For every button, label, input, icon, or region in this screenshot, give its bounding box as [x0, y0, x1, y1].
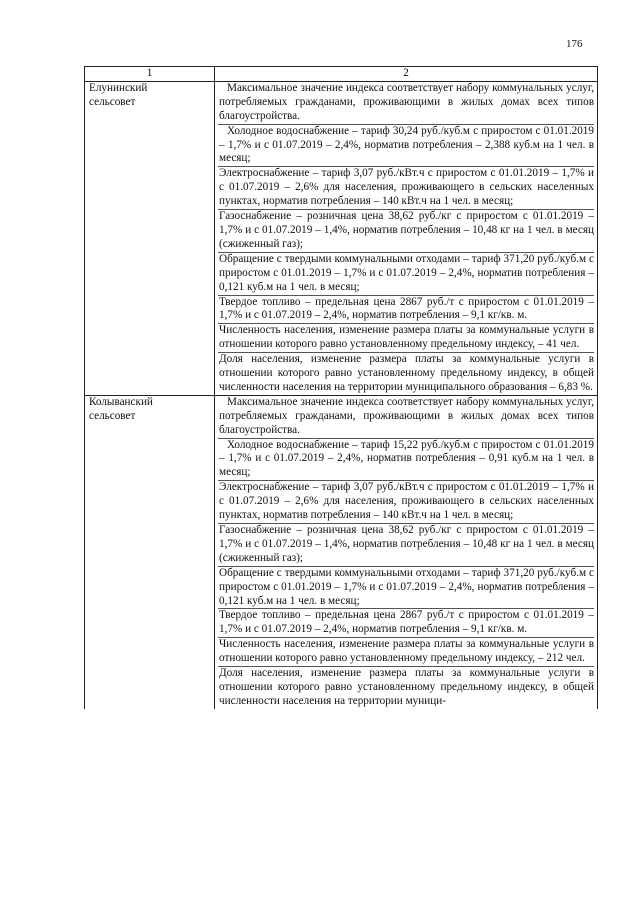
- cold-water-paragraph: Холодное водоснабжение – тариф 15,22 руб./куб.м с приростом с 01.01.2019 – 1,7% и с 01.07.2019 – 2,4%, норматив потребления – 0,91 куб.м на 1 чел. в месяц;: [218, 439, 594, 482]
- waste-paragraph: Обращение с твердыми коммунальными отходами – тариф 371,20 руб./куб.м с приростом с 01.01.2019 – 1,7% и с 01.07.2019 – 2,4%, норматив потребления – 0,121 куб.м на 1 чел. в месяц;: [218, 567, 594, 610]
- table-header-row: [85, 67, 598, 82]
- page-number: 176: [566, 38, 583, 50]
- population-count-paragraph: Численность населения, изменение размера платы за коммунальные услуги в отношении которого равно установленному предельному индексу, – 212 чел.: [218, 638, 594, 667]
- solid-fuel-paragraph: Твердое топливо – предельная цена 2867 руб./т с приростом с 01.01.2019 – 1,7% и с 01.07.2019 – 2,4%, норматив потребления – 9,1 кг/кв. м.: [218, 296, 594, 325]
- cold-water-paragraph: Холодное водоснабжение – тариф 30,24 руб./куб.м с приростом с 01.01.2019 – 1,7% и с 01.07.2019 – 2,4%, норматив потребления – 2,388 куб.м на 1 чел. в месяц;: [218, 125, 594, 168]
- gas-paragraph: Газоснабжение – розничная цена 38,62 руб./кг с приростом с 01.01.2019 – 1,7% и с 01.07.2019 – 1,4%, норматив потребления – 10,48 кг на 1 чел. в месяц (сжиженный газ);: [218, 524, 594, 567]
- description-cell: [215, 395, 598, 708]
- municipality-name-cell: [85, 395, 215, 708]
- municipality-name-line: сельсовет: [89, 95, 136, 108]
- municipality-name-line: Колыванский: [89, 395, 153, 408]
- description-cell: [215, 81, 598, 395]
- population-share-paragraph: Доля населения, изменение размера платы за коммунальные услуги в отношении которого равно установленному предельному индексу, в общей численности населения на территории муниципального образования – 6,83 %.: [219, 353, 594, 393]
- population-count-paragraph: Численность населения, изменение размера платы за коммунальные услуги в отношении которого равно установленному предельному индексу, – 41 чел.: [218, 324, 594, 353]
- municipality-name-cell: [85, 81, 215, 395]
- column-header-2: 2: [215, 67, 598, 82]
- column-header-1: 1: [85, 67, 215, 82]
- index-description-paragraph: Максимальное значение индекса соответствует набору коммунальных услуг, потребляемых гражданами, проживающими в жилых домах всех типов благоустройства.: [218, 396, 594, 439]
- municipality-name-line: Елунинский: [89, 81, 148, 94]
- electricity-paragraph: Электроснабжение – тариф 3,07 руб./кВт.ч с приростом с 01.01.2019 – 1,7% и с 01.07.2019 – 2,6% для населения, проживающего в сельских населенных пунктах, норматив потребления – 140 кВт.ч на 1 чел. в месяц;: [218, 167, 594, 210]
- gas-paragraph: Газоснабжение – розничная цена 38,62 руб./кг с приростом с 01.01.2019 – 1,7% и с 01.07.2019 – 1,4%, норматив потребления – 10,48 кг на 1 чел. в месяц (сжиженный газ);: [218, 210, 594, 253]
- population-share-paragraph: Доля населения, изменение размера платы за коммунальные услуги в отношении которого равно установленному предельному индексу, в общей численности населения на территории муници-: [219, 667, 594, 707]
- waste-paragraph: Обращение с твердыми коммунальными отходами – тариф 371,20 руб./куб.м с приростом с 01.01.2019 – 1,7% и с 01.07.2019 – 2,4%, норматив потребления – 0,121 куб.м на 1 чел. в месяц;: [218, 253, 594, 296]
- municipality-name-line: сельсовет: [89, 409, 136, 422]
- electricity-paragraph: Электроснабжение – тариф 3,07 руб./кВт.ч с приростом с 01.01.2019 – 1,7% и с 01.07.2019 – 2,6% для населения, проживающего в сельских населенных пунктах, норматив потребления – 140 кВт.ч на 1 чел. в месяц;: [218, 481, 594, 524]
- table-row: [85, 395, 598, 708]
- table-row: [85, 81, 598, 395]
- tariff-table: [84, 66, 598, 709]
- solid-fuel-paragraph: Твердое топливо – предельная цена 2867 руб./т с приростом с 01.01.2019 – 1,7% и с 01.07.2019 – 2,4%, норматив потребления – 9,1 кг/кв. м.: [218, 609, 594, 638]
- index-description-paragraph: Максимальное значение индекса соответствует набору коммунальных услуг, потребляемых гражданами, проживающими в жилых домах всех типов благоустройства.: [218, 82, 594, 125]
